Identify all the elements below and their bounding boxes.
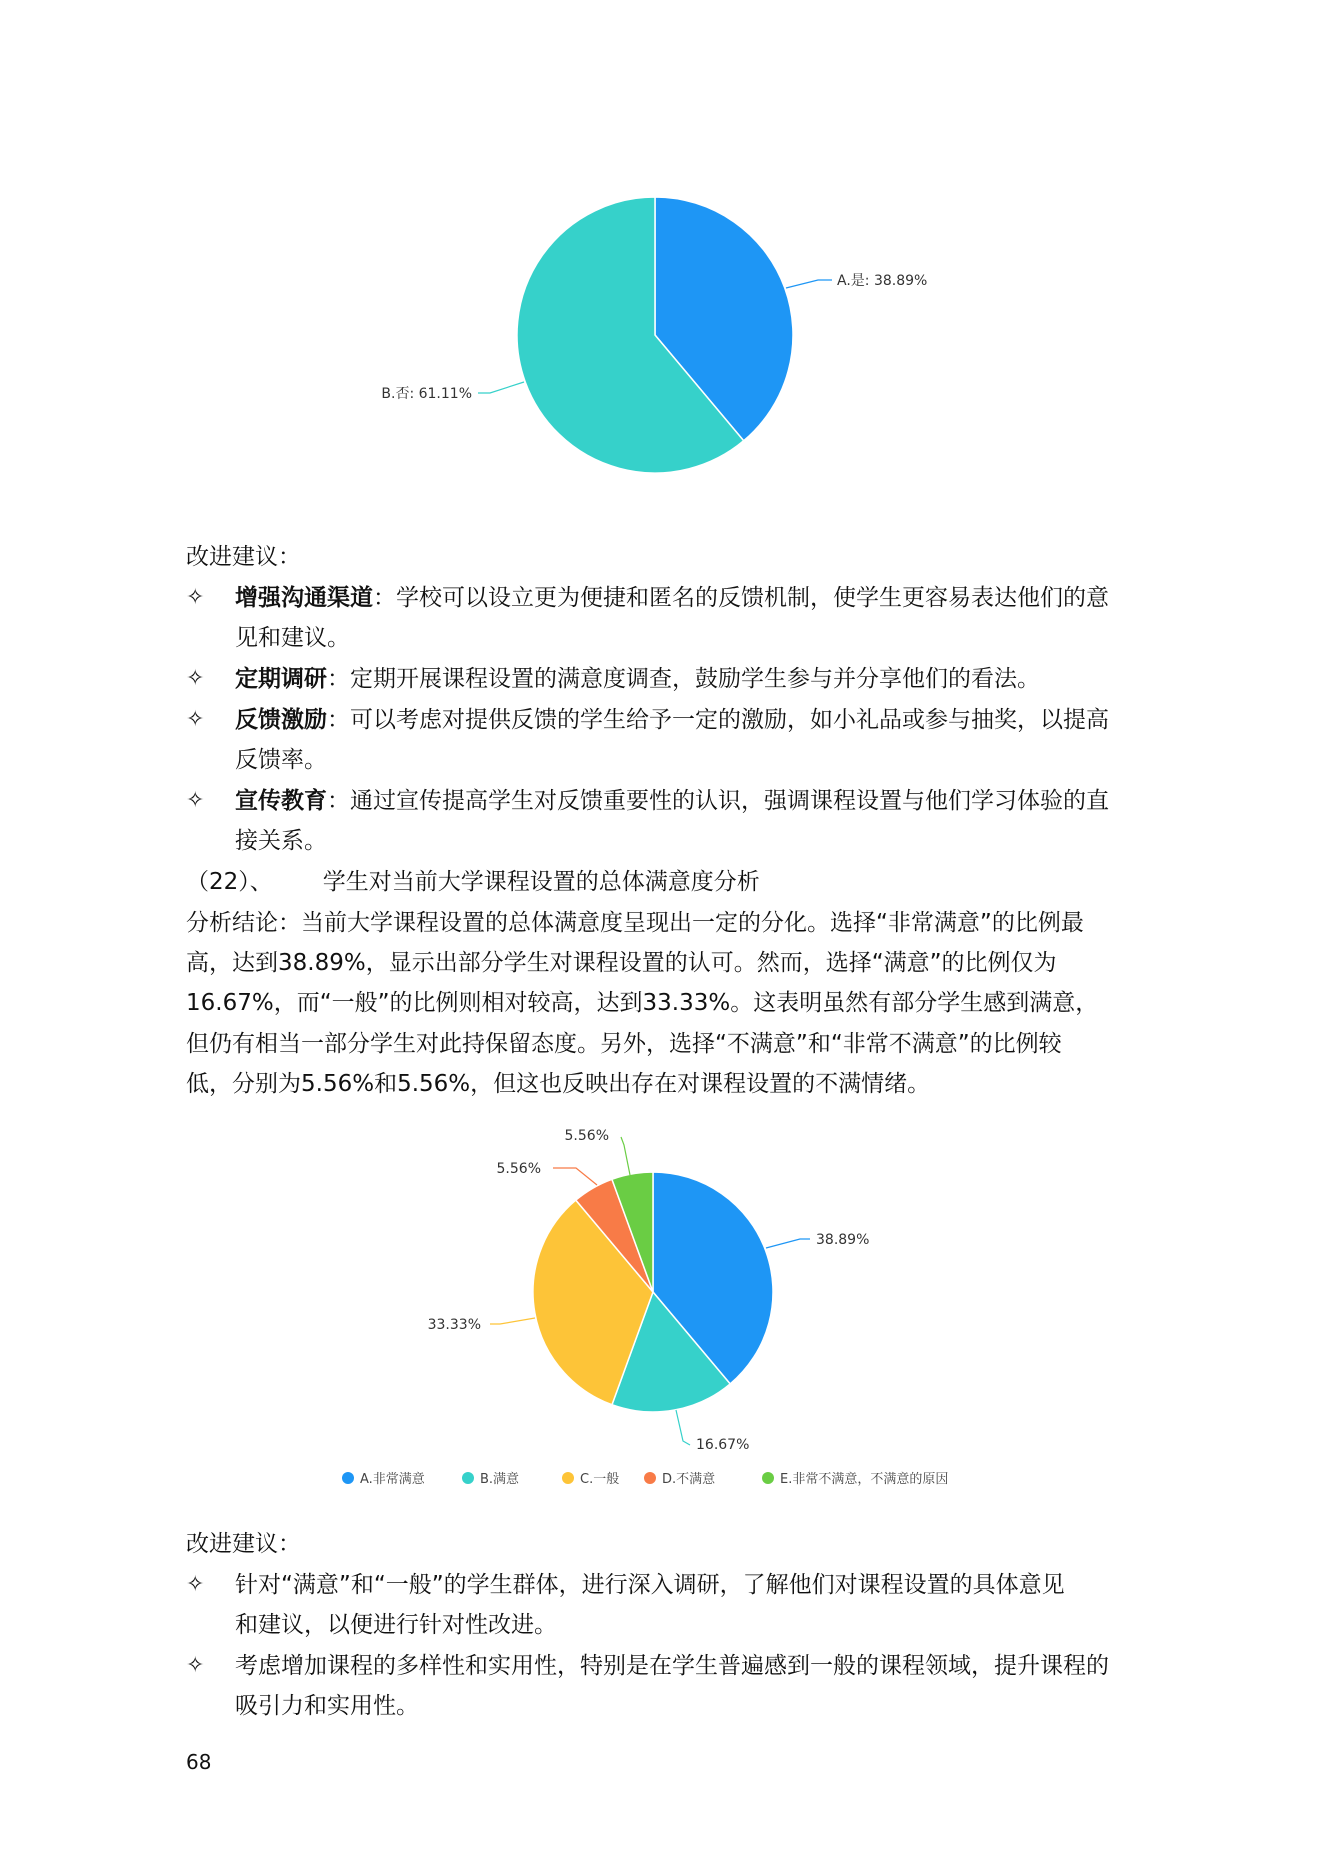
legend-marker [644,1472,656,1484]
slice-label: 38.89% [816,1232,870,1248]
leader-line [676,1410,690,1445]
analysis-line: 分析结论：当前大学课程设置的总体满意度呈现出一定的分化。选择“非常满意”的比例最 [186,910,1084,936]
leader-line [478,382,524,393]
bullet-star-icon: ✧ [186,707,205,732]
slice-label: A.是: 38.89% [837,273,928,289]
suggestion-title: 反馈激励 [235,707,327,733]
suggestion-text: ：学校可以设立更为便捷和匿名的反馈机制，使学生更容易表达他们的意 [373,585,1109,611]
bullet-star-icon: ✧ [186,585,205,610]
leader-line [621,1137,630,1175]
suggestion-text: ：通过宣传提高学生对反馈重要性的认识，强调课程设置与他们学习体验的直 [327,788,1109,814]
legend-label: C.一般 [580,1472,620,1487]
pie-chart-satisfaction [0,1105,1323,1505]
slice-label: 16.67% [696,1437,750,1453]
pie-chart-2-svg [0,1105,1323,1505]
suggestion-text-cont: 接关系。 [235,828,327,854]
suggestion-text: 针对“满意”和“一般”的学生群体，进行深入调研，了解他们对课程设置的具体意见 [235,1572,1065,1598]
bullet-star-icon: ✧ [186,788,205,813]
section-heading: 改进建议： [186,544,301,570]
pie-chart-1-svg [0,180,1323,500]
page-number: 68 [186,1750,212,1774]
analysis-line: 高，达到38.89%，显示出部分学生对课程设置的认可。然而，选择“满意”的比例仅为 [186,950,1057,976]
leader-line [766,1239,810,1248]
slice-label: 5.56% [564,1128,609,1144]
legend-label: E.非常不满意，不满意的原因 [780,1472,949,1487]
suggestion-text-cont: 见和建议。 [235,625,350,651]
leader-line [786,280,832,288]
leader-line [490,1318,535,1324]
pie-chart-feedback [0,180,1323,500]
legend-label: D.不满意 [662,1472,716,1487]
slice-label: 5.56% [496,1161,541,1177]
suggestion-item [235,703,1109,737]
suggestion-text: 考虑增加课程的多样性和实用性，特别是在学生普遍感到一般的课程领域，提升课程的 [235,1653,1109,1679]
legend-marker [762,1472,774,1484]
legend-marker [342,1472,354,1484]
suggestion-title: 增强沟通渠道 [235,585,373,611]
suggestion-text-cont: 反馈率。 [235,747,327,773]
legend-marker [562,1472,574,1484]
suggestion-title: 定期调研 [235,666,327,692]
leader-line [553,1168,597,1185]
slice-label: 33.33% [427,1317,481,1333]
legend-marker [462,1472,474,1484]
question-title: 学生对当前大学课程设置的总体满意度分析 [322,869,760,895]
bullet-star-icon: ✧ [186,1572,205,1597]
bullet-star-icon: ✧ [186,1653,205,1678]
suggestion-text-cont: 和建议，以便进行针对性改进。 [235,1612,557,1638]
suggestion-text: ：可以考虑对提供反馈的学生给予一定的激励，如小礼品或参与抽奖，以提高 [327,707,1109,733]
suggestion-item [235,662,1040,696]
legend-label: B.满意 [480,1472,520,1487]
question-heading [186,865,760,899]
bullet-star-icon: ✧ [186,666,205,691]
section-heading: 改进建议： [186,1531,301,1557]
question-number: （22）、 [186,869,273,895]
analysis-line: 低，分别为5.56%和5.56%，但这也反映出存在对课程设置的不满情绪。 [186,1071,931,1097]
suggestion-item [235,581,1109,615]
slice-label: B.否: 61.11% [381,386,472,402]
analysis-line: 16.67%，而“一般”的比例则相对较高，达到33.33%。这表明虽然有部分学生感到满意， [186,990,1099,1016]
suggestion-text: ：定期开展课程设置的满意度调查，鼓励学生参与并分享他们的看法。 [327,666,1040,692]
legend-label: A.非常满意 [360,1472,425,1487]
suggestion-item [235,784,1109,818]
suggestion-text-cont: 吸引力和实用性。 [235,1693,419,1719]
suggestion-title: 宣传教育 [235,788,327,814]
analysis-line: 但仍有相当一部分学生对此持保留态度。另外，选择“不满意”和“非常不满意”的比例较 [186,1031,1062,1057]
